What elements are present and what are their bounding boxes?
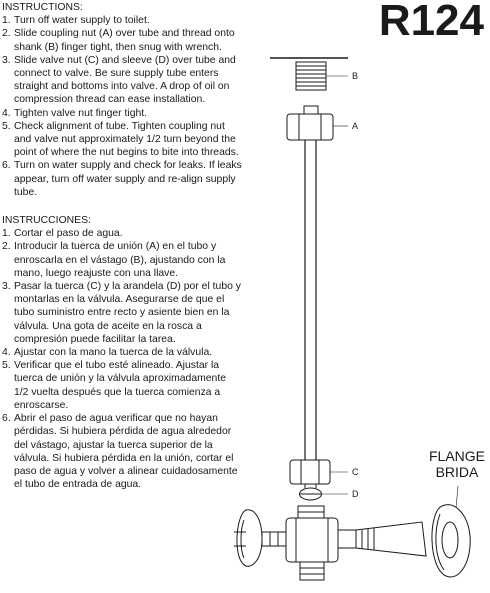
flange-label xyxy=(424,448,490,480)
step-text: Tighten valve nut finger tight. xyxy=(14,107,148,119)
instructions-title-es: INSTRUCCIONES: xyxy=(2,215,91,227)
label-c: C xyxy=(352,467,359,477)
label-a: A xyxy=(352,121,359,131)
step-text: Slide coupling nut (A) over tube and thread onto shank (B) finger tight, then snug with wrench. xyxy=(14,28,235,53)
step-text: Verificar que el tubo esté alineado. Ajustar la tuerca de unión y la válvula aproximadamente 1/2 vuelta después que la tuerca comienza a enroscarse. xyxy=(14,360,226,411)
label-d: D xyxy=(352,489,359,499)
flange-label-en: FLANGE xyxy=(428,448,485,464)
sleeve-d xyxy=(300,484,349,500)
step-text: Cortar el paso de agua. xyxy=(14,228,123,240)
step-number: 4. xyxy=(2,347,11,359)
step-number: 5. xyxy=(2,360,11,372)
coupling-nut-a xyxy=(287,106,348,140)
step-text: Check alignment of tube. Tighten coupling nut and valve nut approximately 1/2 turn beyond the point of where the nut begins to bite into threads. xyxy=(14,120,239,159)
angle-valve xyxy=(262,506,356,580)
flange xyxy=(432,486,470,577)
step-number: 1. xyxy=(2,15,11,27)
step-number: 1. xyxy=(2,228,11,240)
shank-b xyxy=(270,58,348,90)
step-number: 6. xyxy=(2,413,11,425)
step-number: 3. xyxy=(2,54,11,66)
step-text: Introducir la tuerca de unión (A) en el tubo y enroscarla en el vástago (B), ajustando con la mano, luego reajuste con una llave. xyxy=(14,241,226,279)
valve-handle xyxy=(234,510,262,567)
step-number: 2. xyxy=(2,28,11,40)
wall-pipe xyxy=(356,522,426,556)
flange-label-es: BRIDA xyxy=(435,464,479,480)
model-number: R124 xyxy=(378,0,484,45)
step-number: 3. xyxy=(2,281,11,293)
step-text: Turn off water supply to toilet. xyxy=(14,15,150,27)
step-text: Pasar la tuerca (C) y la arandela (D) por el tubo y montarlas en la válvula. Asegurarse de que el tubo suministro entre recto y asiente bien en la válvula. Una gota de aceite en la rosca a compresión puede facilitar la tarea. xyxy=(14,281,241,345)
instructions-title-en: INSTRUCTIONS: xyxy=(2,2,83,13)
step-number: 6. xyxy=(2,160,11,172)
step-text: Abrir el paso de agua verificar que no hayan pérdidas. Si hubiera pérdida de agua alrededor del vástago, ajustar la tuerca superior de la válvula. Si hubiera pérdida en la unión, cortar el paso de agua y volver a alinear cuidadosamente el tubo de entrada de agua. xyxy=(14,413,238,491)
step-number: 5. xyxy=(2,120,11,132)
step-number: 2. xyxy=(2,241,11,253)
valve-nut-c xyxy=(290,460,348,484)
step-text: Ajustar con la mano la tuerca de la válvula. xyxy=(14,347,213,359)
step-number: 4. xyxy=(2,107,11,119)
supply-tube xyxy=(305,140,316,460)
step-text: Slide valve nut (C) and sleeve (D) over tube and connect to valve. Be sure supply tube enters straight and bottoms into valve. A drop of oil on compression thread can ease installation. xyxy=(14,54,236,106)
step-text: Turn on water supply and check for leaks. If leaks appear, turn off water supply and re-align supply tube. xyxy=(14,160,242,198)
label-b: B xyxy=(352,71,359,81)
